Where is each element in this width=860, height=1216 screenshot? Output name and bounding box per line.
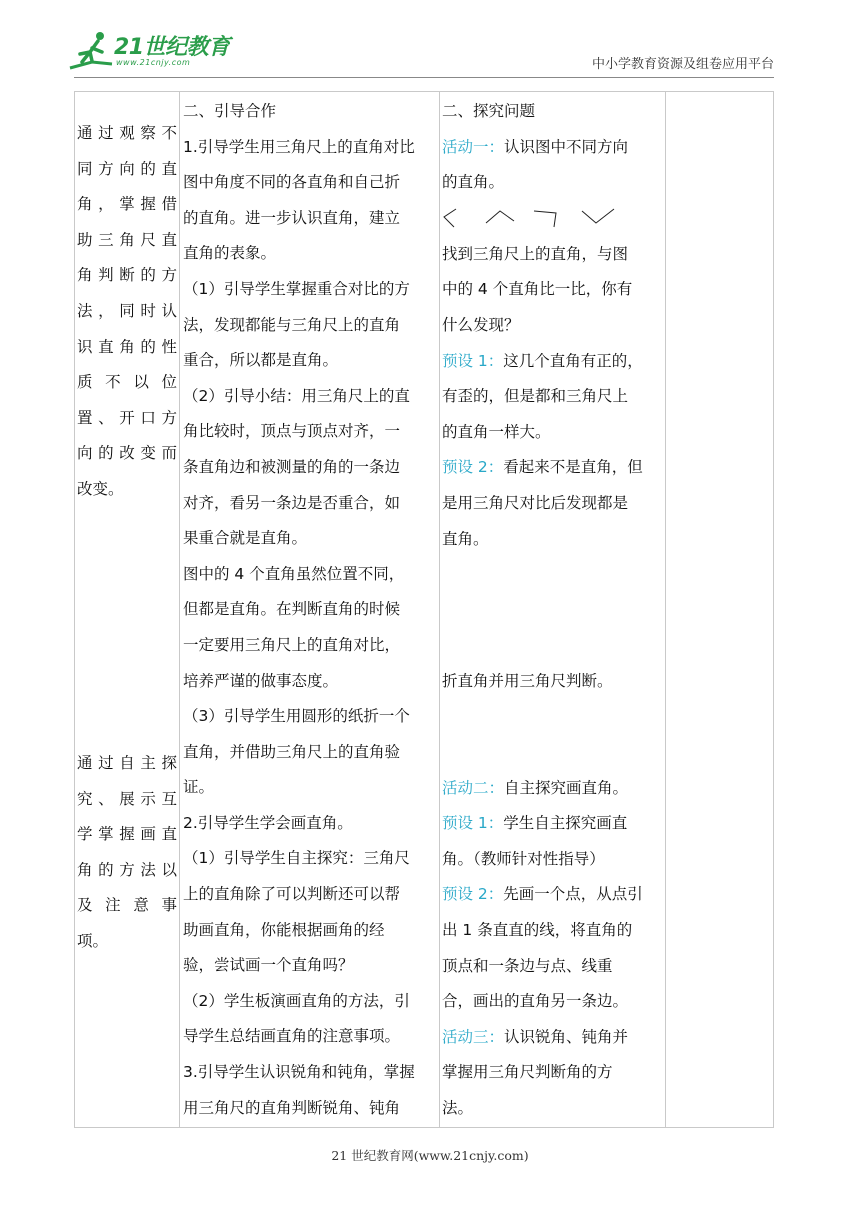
- student-line: 法。: [442, 1099, 474, 1118]
- spacer: [442, 593, 664, 629]
- goal-line: 学掌握画直: [77, 825, 177, 844]
- preset-2b-text: 先画一个点，从点引: [503, 885, 643, 904]
- student-column: [439, 92, 665, 1127]
- teacher-line: 1.引导学生用三角尺上的直角对比: [183, 137, 415, 156]
- goal-line: 通过自主探: [77, 754, 177, 772]
- goal-line: 及注意事: [77, 896, 177, 915]
- preset-1b: [442, 806, 664, 842]
- preset-1b-label: 预设 1：: [442, 814, 504, 833]
- student-line: 合，画出的直角另一条边。: [442, 992, 629, 1011]
- lesson-table: [74, 91, 774, 1128]
- platform-title: 中小学教育资源及组卷应用平台: [591, 57, 774, 72]
- student-line: 是用三角尺对比后发现都是: [442, 493, 629, 512]
- preset-1: [442, 344, 664, 380]
- goal-line: 置、开口方: [77, 408, 177, 427]
- goal-line: 角判断的方: [77, 266, 177, 285]
- teacher-line: 3.引导学生认识锐角和钝角，掌握: [183, 1063, 415, 1082]
- activity-2-label: 活动二：: [442, 778, 505, 797]
- goal-block-2: [77, 746, 177, 960]
- teacher-line: 培养严谨的做事态度。: [183, 671, 339, 690]
- preset-2b: [442, 877, 664, 913]
- teacher-line: 2.引导学生学会画直角。: [183, 813, 353, 832]
- teacher-line: 导学生总结画直角的注意事项。: [183, 1027, 401, 1046]
- goal-line: 助三角尺直: [77, 230, 177, 249]
- teacher-line: 重合，所以都是直角。: [183, 351, 339, 370]
- teacher-line: 证。: [183, 778, 215, 797]
- preset-1-label: 预设 1：: [442, 351, 504, 370]
- teacher-line: 一定要用三角尺上的直角对比，: [183, 635, 401, 654]
- teacher-line: （2）学生板演画直角的方法，引: [183, 991, 410, 1010]
- preset-2: [442, 450, 664, 486]
- teacher-line: 果重合就是直角。: [183, 529, 308, 548]
- activity-2: [442, 771, 664, 807]
- student-line: 角。（教师针对性指导）: [442, 849, 605, 868]
- student-line: 顶点和一条边与点、线重: [442, 956, 613, 975]
- teacher-column: [179, 92, 439, 1127]
- teacher-line: 条直角边和被测量的角的一条边: [183, 457, 401, 476]
- teacher-line: 的直角。进一步认识直角，建立: [183, 208, 401, 227]
- header-divider: [74, 77, 774, 78]
- goal-line: 同方向的直: [77, 159, 177, 178]
- teacher-line: 验，尝试画一个直角吗？: [183, 956, 354, 975]
- student-section-title: 二、探究问题: [442, 102, 536, 120]
- spacer: [442, 735, 664, 771]
- teacher-line: 图中的 4 个直角虽然位置不同，: [183, 564, 405, 583]
- spacer: [442, 628, 664, 664]
- activity-3-text: 认识锐角、钝角并: [504, 1027, 629, 1046]
- teacher-line: 直角，并借助三角尺上的直角验: [183, 742, 401, 761]
- teacher-line: （3）引导学生用圆形的纸折一个: [183, 707, 410, 726]
- student-line: 中的 4 个直角比一比，你有: [442, 280, 633, 299]
- goal-line: 究、展示互: [77, 789, 177, 808]
- page-footer: 21 世纪教育网(www.21cnjy.com): [331, 1148, 529, 1163]
- activity-3: [442, 1020, 664, 1056]
- goal-line: 角，掌握借: [77, 195, 177, 214]
- activity-1-text: 认识图中不同方向: [504, 137, 629, 156]
- student-line: 的直角。: [442, 173, 505, 192]
- teacher-line: 法，发现都能与三角尺上的直角: [183, 315, 401, 334]
- site-logo: [62, 28, 232, 74]
- teacher-line: 对齐，看另一条边是否重合，如: [183, 493, 401, 512]
- student-line: 有歪的，但是都和三角尺上: [442, 387, 629, 406]
- student-line: 出 1 条直直的线，将直角的: [442, 921, 633, 940]
- student-line: 什么发现？: [442, 315, 520, 334]
- teacher-line: （1）引导学生掌握重合对比的方: [183, 279, 410, 298]
- preset-1b-text: 学生自主探究画直: [503, 814, 628, 833]
- runner-logo-icon: [62, 28, 118, 72]
- teacher-line: 直角的表象。: [183, 244, 277, 263]
- teacher-line: 上的直角除了可以判断还可以帮: [183, 885, 401, 904]
- teacher-line: 图中角度不同的各直角和自己折: [183, 173, 401, 192]
- activity-3-label: 活动三：: [442, 1027, 505, 1046]
- activity-2-text: 自主探究画直角。: [504, 778, 629, 797]
- logo-brand-text: 21世纪教育: [114, 35, 230, 60]
- goal-line: 向的改变而: [77, 444, 177, 463]
- goal-line: 识直角的性: [77, 337, 177, 356]
- teacher-line: 但都是直角。在判断直角的时候: [183, 600, 401, 619]
- goal-line: 质不以位: [77, 373, 177, 392]
- teacher-line: （1）引导学生自主探究：三角尺: [183, 849, 410, 868]
- preset-2-text: 看起来不是直角，但: [503, 458, 643, 477]
- goal-line: 项。: [77, 931, 109, 950]
- student-line: 折直角并用三角尺判断。: [442, 671, 613, 690]
- goal-line: 法，同时认: [77, 301, 177, 320]
- teacher-line: （2）引导小结：用三角尺上的直: [183, 386, 410, 405]
- goal-line: 角的方法以: [77, 860, 177, 879]
- goal-column: [75, 92, 179, 1127]
- goal-line: 改变。: [77, 479, 124, 498]
- student-line: 直角。: [442, 529, 489, 548]
- notes-column: [665, 92, 775, 1127]
- preset-2-label: 预设 2：: [442, 458, 504, 477]
- right-angle-figures: [442, 201, 664, 237]
- spacer: [442, 700, 664, 736]
- logo-url-text: www.21cnjy.com: [116, 58, 191, 67]
- goal-line: 通过观察不: [77, 124, 177, 142]
- activity-1: [442, 130, 664, 166]
- goal-block-1: [77, 116, 177, 508]
- preset-2b-label: 预设 2：: [442, 885, 504, 904]
- activity-1-label: 活动一：: [442, 137, 505, 156]
- student-line: 找到三角尺上的直角，与图: [442, 244, 629, 263]
- teacher-line: 二、引导合作: [183, 102, 277, 120]
- student-line: 的直角一样大。: [442, 422, 551, 441]
- teacher-line: 用三角尺的直角判断锐角、钝角: [183, 1098, 401, 1117]
- student-line: 掌握用三角尺判断角的方: [442, 1063, 613, 1082]
- four-right-angles-icon: [442, 207, 622, 231]
- preset-1-text: 这几个直角有正的，: [503, 351, 643, 370]
- spacer: [442, 557, 664, 593]
- teacher-line: 角比较时，顶点与顶点对齐，一: [183, 422, 401, 441]
- teacher-line: 助画直角，你能根据画角的经: [183, 920, 385, 939]
